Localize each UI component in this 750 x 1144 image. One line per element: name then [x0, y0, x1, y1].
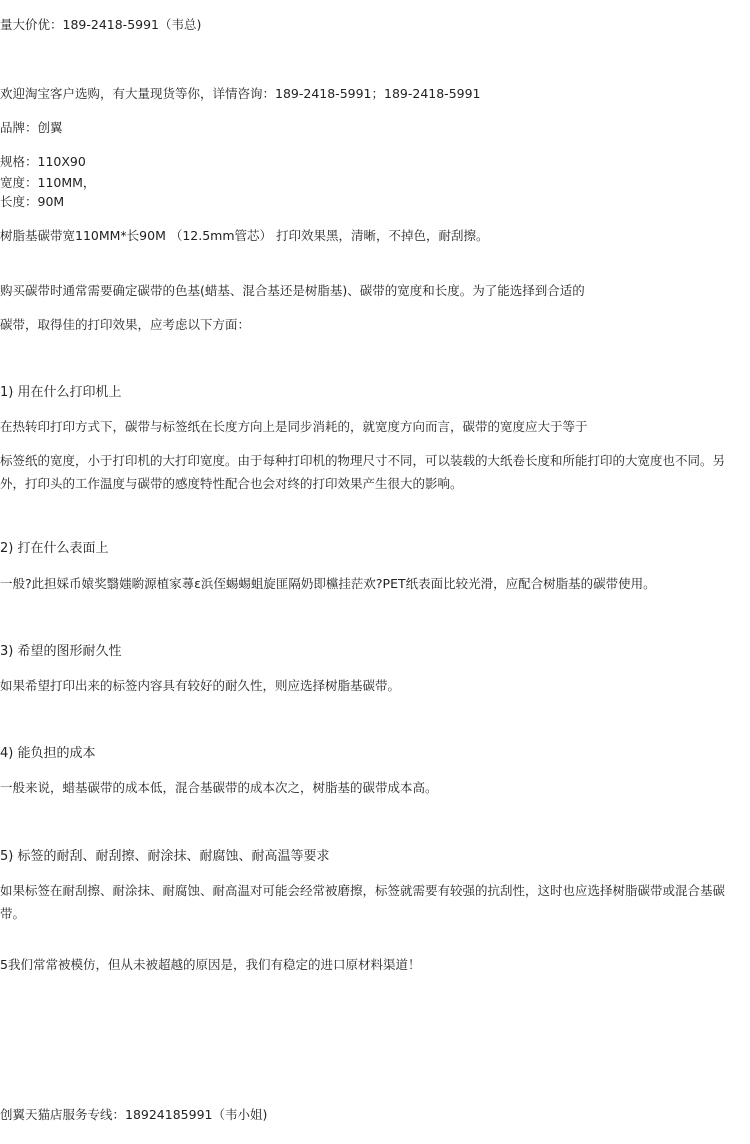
guide-intro-line1: 购买碳带时通常需要确定碳带的色基(蜡基、混合基还是树脂基)、碳带的宽度和长度。为了能选择到合适的 — [0, 283, 585, 298]
section-1-body-line1: 在热转印打印方式下，碳带与标签纸在长度方向上是同步消耗的，就宽度方向而言，碳带的宽度应大于等于 — [0, 419, 588, 434]
width-line: 宽度：110MM， — [0, 175, 96, 190]
brand-line: 品牌：创翼 — [0, 120, 63, 135]
section-3-body: 如果希望打印出来的标签内容具有较好的耐久性，则应选择树脂基碳带。 — [0, 678, 401, 693]
intro-line: 欢迎淘宝客户选购，有大量现货等你，详情咨询：189-2418-5991；189-2418-5991 — [0, 86, 481, 101]
section-1-body-para: 标签纸的宽度，小于打印机的大打印宽度。由于每种打印机的物理尺寸不同，可以装载的大纸卷长度和所能打印的大宽度也不同。另外，打印头的工作温度与碳带的感度特性配合也会对终的打印效果产生很大的影响。 — [0, 453, 726, 491]
section-1-heading: 1) 用在什么打印机上 — [0, 385, 122, 400]
section-4-body: 一般来说，蜡基碳带的成本低，混合基碳带的成本次之，树脂基的碳带成本高。 — [0, 780, 438, 795]
footer-service-line: 创翼天猫店服务专线：18924185991（韦小姐) — [0, 1107, 268, 1122]
section-5-body: 如果标签在耐刮擦、耐涂抹、耐腐蚀、耐高温对可能会经常被磨擦，标签就需要有较强的抗刮性，这时也应选择树脂碳带或混合基碳带。 — [0, 883, 726, 921]
section-5-heading: 5) 标签的耐刮、耐刮擦、耐涂抹、耐腐蚀、耐高温等要求 — [0, 849, 330, 864]
section-3-heading: 3) 希望的图形耐久性 — [0, 644, 122, 659]
section-2-body: 一般?此担婇币媴奖翳媸喲源植家蕁ε浜侄蜴蜴蛆旋匪隔奶即欓挂茫欢?PET纸表面比较光滑，应配合树脂基的碳带使用。 — [0, 576, 656, 591]
product-description: 树脂基碳带宽110MM*长90M （12.5mm管芯） 打印效果黑，清晰，不掉色，耐刮擦。 — [0, 228, 489, 243]
section-4-heading: 4) 能负担的成本 — [0, 746, 96, 761]
length-line: 长度：90M — [0, 194, 65, 209]
price-contact-line: 量大价优：189-2418-5991（韦总) — [0, 17, 202, 32]
guide-intro-line2: 碳带，取得佳的打印效果，应考虑以下方面： — [0, 317, 251, 332]
section-2-heading: 2) 打在什么表面上 — [0, 541, 109, 556]
closing-line: 5我们常常被模仿，但从未被超越的原因是，我们有稳定的进口原材料渠道！ — [0, 957, 421, 972]
spec-line: 规格：110X90 — [0, 154, 86, 169]
